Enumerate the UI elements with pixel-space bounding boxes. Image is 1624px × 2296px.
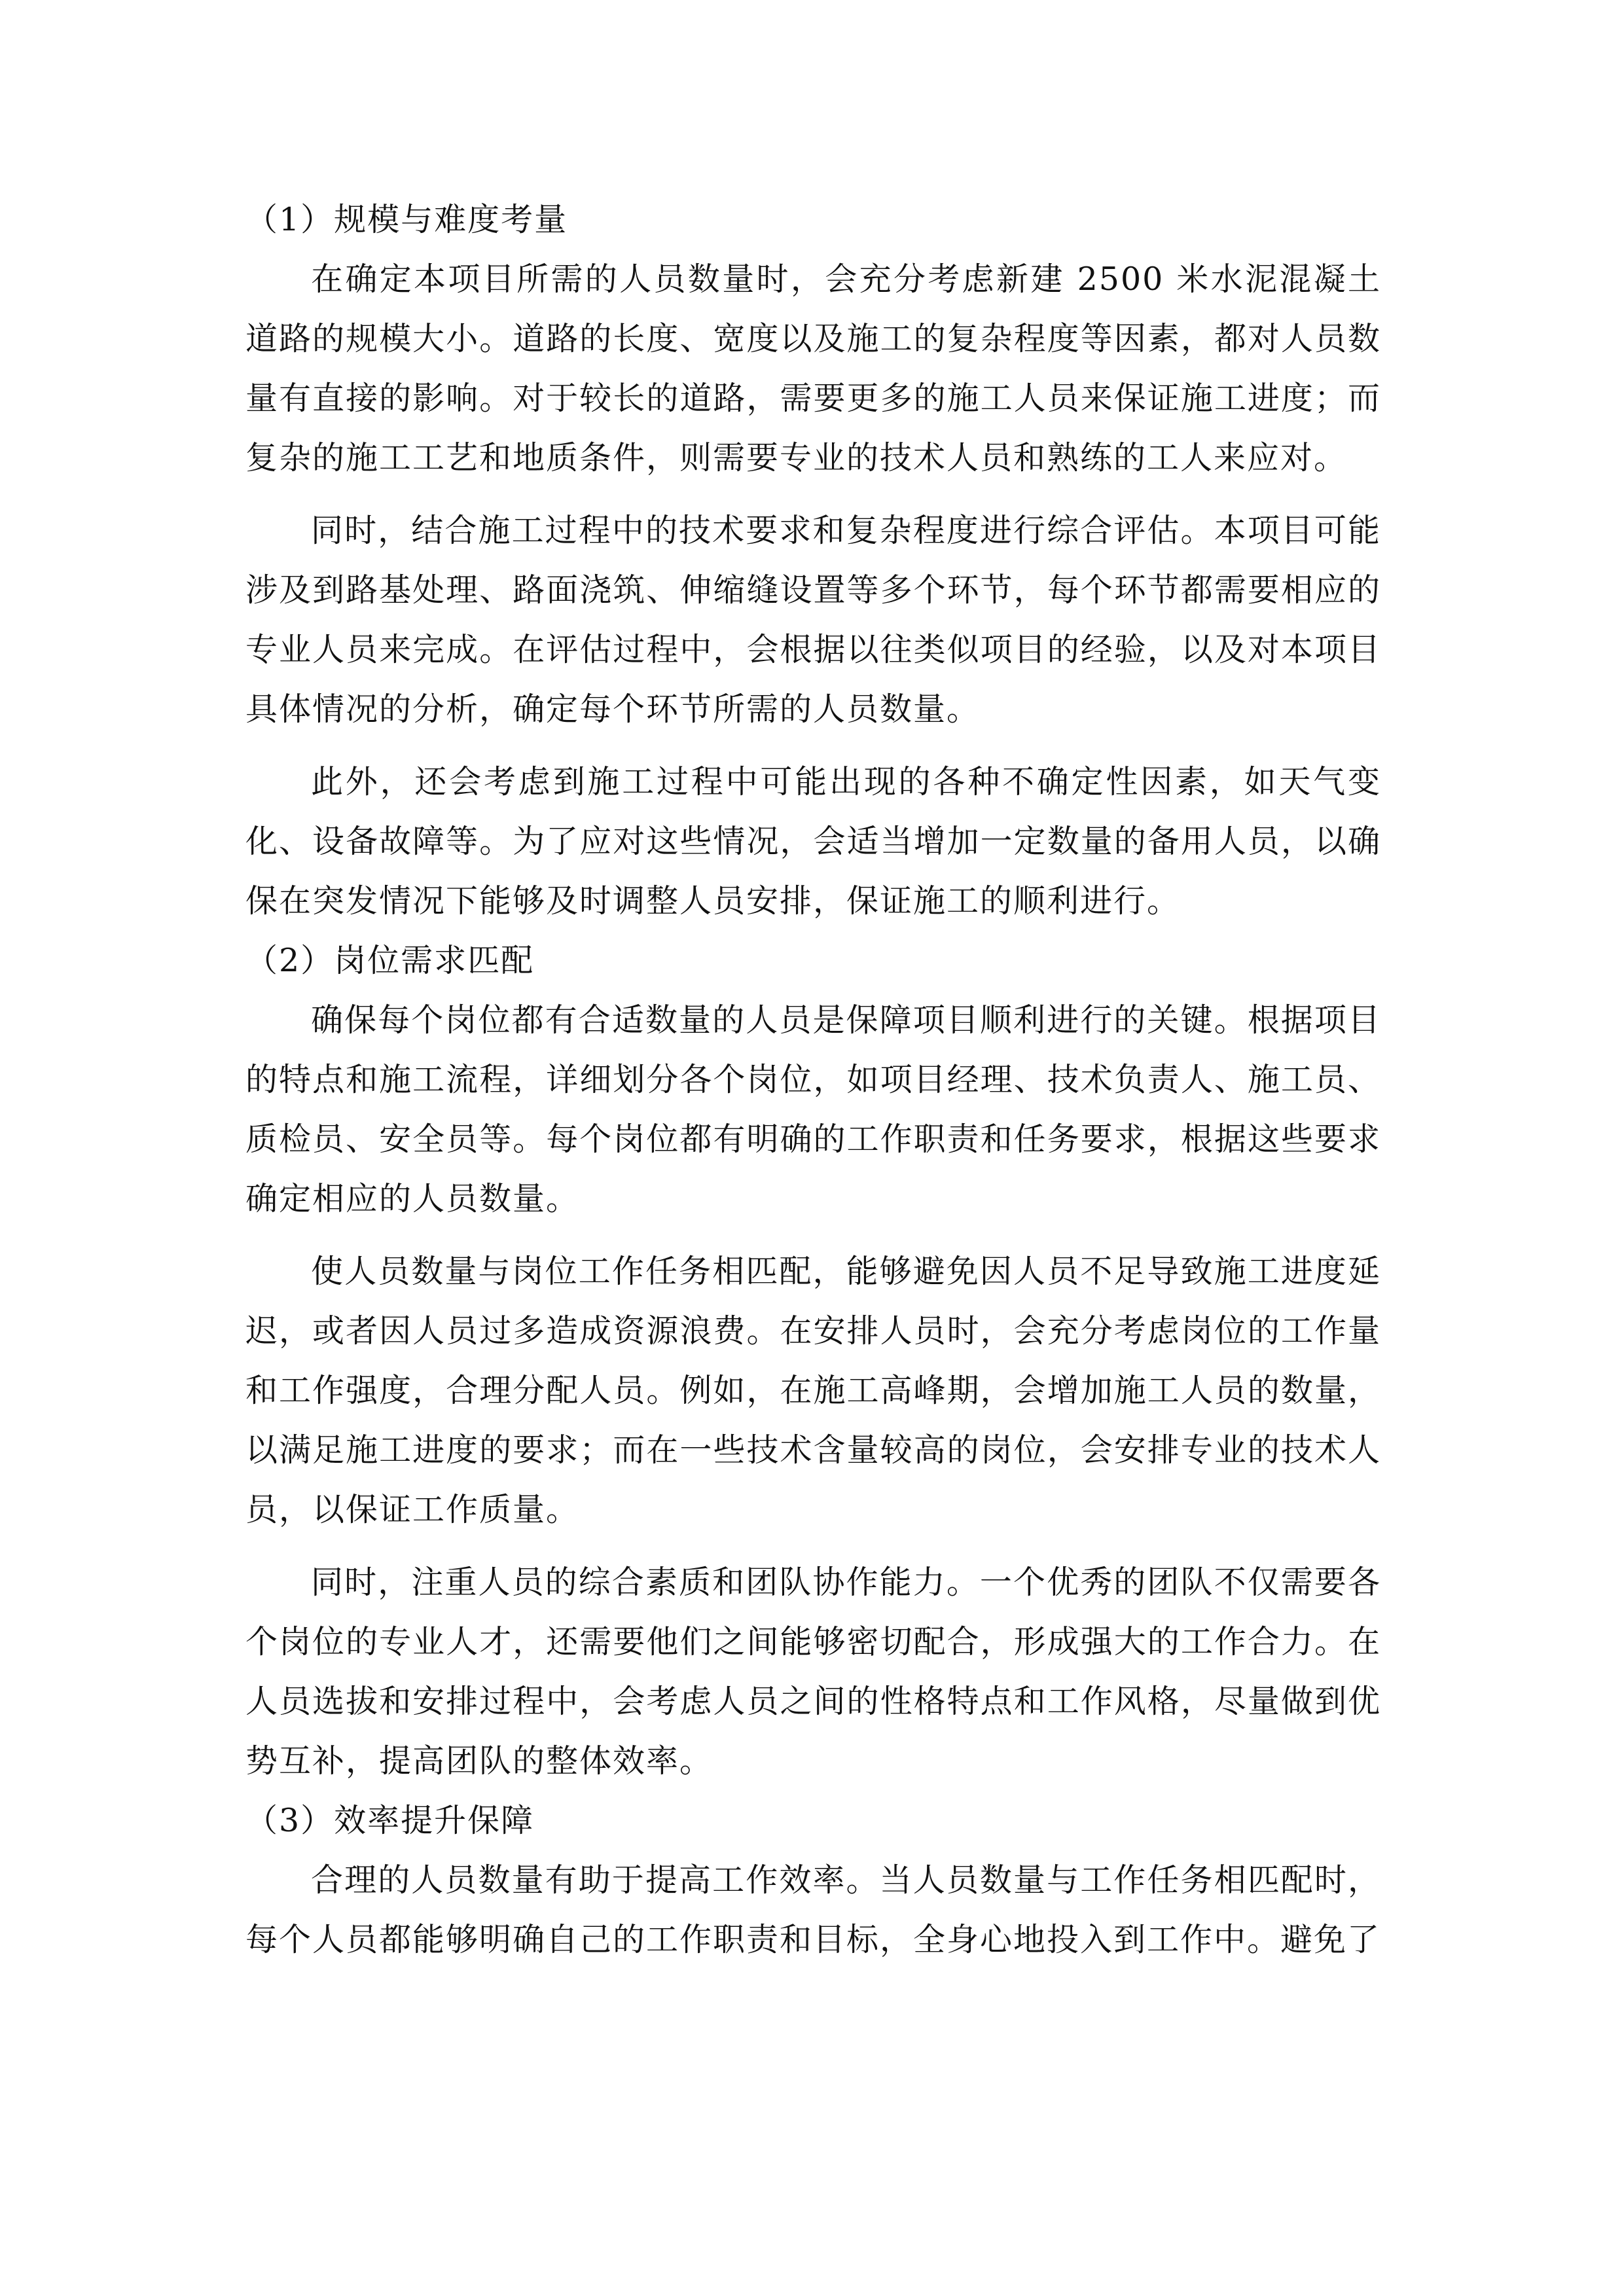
document-body bbox=[245, 190, 1381, 1969]
paragraph: 同时，注重人员的综合素质和团队协作能力。一个优秀的团队不仅需要各个岗位的专业人才，还需要他们之间能够密切配合，形成强大的工作合力。在人员选拔和安排过程中，会考虑人员之间的性格特点和工作风格，尽量做到优势互补，提高团队的整体效率。 bbox=[245, 1564, 1381, 1780]
section-position-matching bbox=[245, 931, 1381, 1791]
section-heading: （3）效率提升保障 bbox=[245, 1802, 535, 1839]
paragraph: 此外，还会考虑到施工过程中可能出现的各种不确定性因素，如天气变化、设备故障等。为了应对这些情况，会适当增加一定数量的备用人员，以确保在突发情况下能够及时调整人员安排，保证施工的顺利进行。 bbox=[245, 763, 1381, 920]
section-scale-difficulty bbox=[245, 190, 1381, 931]
section-heading: （1）规模与难度考量 bbox=[245, 201, 568, 238]
paragraph: 在确定本项目所需的人员数量时，会充分考虑新建 2500 米水泥混凝土道路的规模大小。道路的长度、宽度以及施工的复杂程度等因素，都对人员数量有直接的影响。对于较长的道路，需要更多的施工人员来保证施工进度；而复杂的施工工艺和地质条件，则需要专业的技术人员和熟练的工人来应对。 bbox=[245, 260, 1381, 476]
paragraph: 合理的人员数量有助于提高工作效率。当人员数量与工作任务相匹配时，每个人员都能够明确自己的工作职责和目标，全身心地投入到工作中。避免了 bbox=[245, 1861, 1381, 1958]
section-heading: （2）岗位需求匹配 bbox=[245, 942, 535, 979]
paragraph: 同时，结合施工过程中的技术要求和复杂程度进行综合评估。本项目可能涉及到路基处理、路面浇筑、伸缩缝设置等多个环节，每个环节都需要相应的专业人员来完成。在评估过程中，会根据以往类似项目的经验，以及对本项目具体情况的分析，确定每个环节所需的人员数量。 bbox=[245, 512, 1381, 728]
paragraph: 使人员数量与岗位工作任务相匹配，能够避免因人员不足导致施工进度延迟，或者因人员过多造成资源浪费。在安排人员时，会充分考虑岗位的工作量和工作强度，合理分配人员。例如，在施工高峰期，会增加施工人员的数量，以满足施工进度的要求；而在一些技术含量较高的岗位，会安排专业的技术人员，以保证工作质量。 bbox=[245, 1253, 1381, 1528]
section-efficiency-guarantee bbox=[245, 1791, 1381, 1969]
paragraph: 确保每个岗位都有合适数量的人员是保障项目顺利进行的关键。根据项目的特点和施工流程，详细划分各个岗位，如项目经理、技术负责人、施工员、质检员、安全员等。每个岗位都有明确的工作职责和任务要求，根据这些要求确定相应的人员数量。 bbox=[245, 1001, 1381, 1217]
